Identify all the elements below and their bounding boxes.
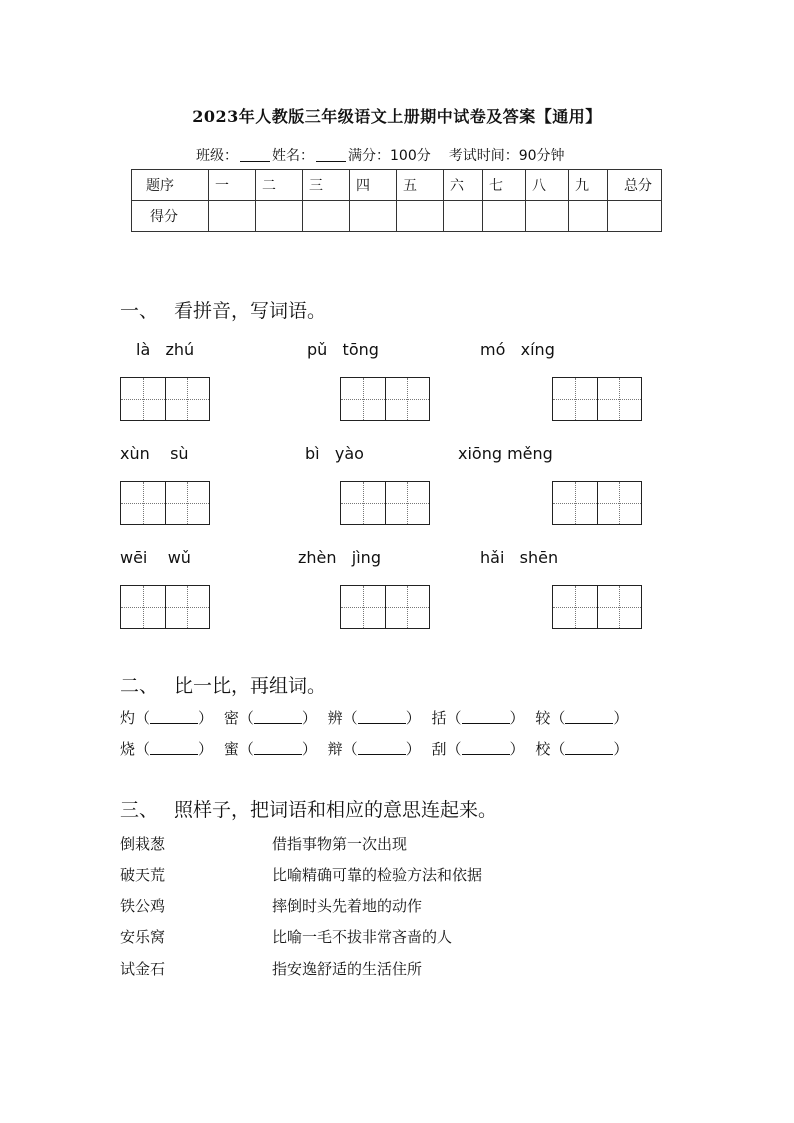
score-row-label: 得分: [132, 201, 209, 232]
score-cell[interactable]: [444, 201, 483, 232]
pinyin-item: là zhú: [136, 340, 195, 359]
compare-item: 密（ ）: [223, 709, 317, 727]
compare-char: 辩: [327, 740, 343, 758]
score-header-cell: 总分: [608, 170, 662, 201]
writing-grid[interactable]: [120, 481, 210, 525]
writing-grid[interactable]: [552, 585, 642, 629]
section2-title: 比一比，再组词。: [174, 675, 327, 697]
answer-blank[interactable]: [565, 723, 613, 724]
grid-cell[interactable]: [341, 586, 385, 628]
compare-char: 括: [431, 709, 447, 727]
grid-cell[interactable]: [121, 482, 165, 524]
match-meaning: 指安逸舒适的生活住所: [272, 960, 423, 978]
section2-number: 二、: [120, 675, 159, 697]
score-cell[interactable]: [608, 201, 662, 232]
grid-cell[interactable]: [597, 378, 642, 420]
grid-cell[interactable]: [121, 378, 165, 420]
pinyin-item: xiōng měng: [458, 444, 553, 463]
answer-blank[interactable]: [358, 723, 406, 724]
writing-grid[interactable]: [340, 377, 430, 421]
writing-grid[interactable]: [552, 377, 642, 421]
compare-item: 辩（ ）: [327, 740, 421, 758]
compare-char: 辨: [327, 709, 343, 727]
score-table: [131, 169, 662, 232]
compare-item: 蜜（ ）: [223, 740, 317, 758]
class-blank[interactable]: [240, 161, 270, 162]
score-header-cell: 三: [303, 170, 350, 201]
pinyin-item: pǔ tōng: [307, 340, 379, 359]
pinyin-item: zhèn jìng: [298, 548, 381, 567]
writing-grid[interactable]: [120, 585, 210, 629]
grid-cell[interactable]: [385, 482, 430, 524]
name-blank[interactable]: [316, 161, 346, 162]
match-word: 安乐窝: [120, 928, 166, 946]
section1-title: 看拼音，写词语。: [174, 300, 327, 322]
compare-item: 校（ ）: [535, 740, 629, 758]
compare-row: [120, 707, 634, 728]
compare-item: 刮（ ）: [431, 740, 525, 758]
match-word: 破天荒: [120, 866, 166, 884]
answer-blank[interactable]: [462, 723, 510, 724]
grid-cell[interactable]: [385, 378, 430, 420]
grid-cell[interactable]: [385, 586, 430, 628]
section1-heading: [120, 296, 326, 323]
grid-cell[interactable]: [553, 586, 597, 628]
grid-cell[interactable]: [341, 378, 385, 420]
score-header-cell: 四: [350, 170, 397, 201]
grid-cell[interactable]: [597, 586, 642, 628]
match-meaning: 摔倒时头先着地的动作: [272, 897, 423, 915]
section2-heading: [120, 671, 326, 698]
section1-number: 一、: [120, 300, 159, 322]
compare-char: 较: [535, 709, 551, 727]
match-word: 铁公鸡: [120, 897, 166, 915]
pinyin-item: bì yào: [305, 444, 364, 463]
answer-blank[interactable]: [150, 754, 198, 755]
compare-char: 校: [535, 740, 551, 758]
compare-item: 括（ ）: [431, 709, 525, 727]
writing-grid[interactable]: [340, 585, 430, 629]
match-row: [120, 833, 407, 854]
answer-blank[interactable]: [150, 723, 198, 724]
score-header-cell: 六: [444, 170, 483, 201]
score-header-cell: 五: [397, 170, 444, 201]
exam-time: 考试时间：90分钟: [448, 148, 565, 164]
compare-item: 灼（ ）: [120, 709, 214, 727]
match-meaning: 借指事物第一次出现: [272, 835, 408, 853]
match-row: [120, 926, 452, 947]
section3-number: 三、: [120, 799, 159, 821]
class-label: 班级：: [196, 148, 238, 164]
score-cell[interactable]: [256, 201, 303, 232]
score-cell[interactable]: [569, 201, 608, 232]
grid-cell[interactable]: [165, 586, 210, 628]
score-header-cell: 九: [569, 170, 608, 201]
answer-blank[interactable]: [358, 754, 406, 755]
score-table-score-row: [132, 201, 662, 232]
compare-char: 刮: [431, 740, 447, 758]
compare-char: 烧: [120, 740, 136, 758]
match-meaning: 比喻一毛不拔非常吝啬的人: [272, 928, 453, 946]
writing-grid[interactable]: [340, 481, 430, 525]
compare-item: 烧（ ）: [120, 740, 214, 758]
score-cell[interactable]: [350, 201, 397, 232]
section3-title: 照样子，把词语和相应的意思连起来。: [174, 799, 498, 821]
compare-row: [120, 738, 634, 759]
match-meaning: 比喻精确可靠的检验方法和依据: [272, 866, 483, 884]
pinyin-item: xùn sù: [120, 444, 189, 463]
compare-char: 密: [223, 709, 239, 727]
compare-char: 蜜: [223, 740, 239, 758]
section3-heading: [120, 795, 497, 822]
match-word: 倒栽葱: [120, 835, 166, 853]
match-row: [120, 864, 482, 885]
match-row: [120, 895, 422, 916]
score-cell[interactable]: [483, 201, 526, 232]
grid-cell[interactable]: [165, 378, 210, 420]
score-header-cell: 七: [483, 170, 526, 201]
answer-blank[interactable]: [254, 754, 302, 755]
pinyin-item: wēi wǔ: [120, 548, 191, 567]
score-cell[interactable]: [209, 201, 256, 232]
page-title: 2023年人教版三年级语文上册期中试卷及答案【通用】: [192, 107, 602, 126]
pinyin-item: mó xíng: [480, 340, 555, 359]
grid-cell[interactable]: [341, 482, 385, 524]
writing-grid[interactable]: [552, 481, 642, 525]
score-header-cell: 题序: [132, 170, 209, 201]
grid-cell[interactable]: [553, 378, 597, 420]
grid-cell[interactable]: [121, 586, 165, 628]
compare-char: 灼: [120, 709, 136, 727]
score-table-header-row: [132, 170, 662, 201]
grid-cell[interactable]: [165, 482, 210, 524]
compare-item: 较（ ）: [535, 709, 629, 727]
grid-cell[interactable]: [553, 482, 597, 524]
score-cell[interactable]: [526, 201, 569, 232]
score-cell[interactable]: [303, 201, 350, 232]
score-cell[interactable]: [397, 201, 444, 232]
pinyin-item: hǎi shēn: [480, 548, 559, 567]
score-header-cell: 二: [256, 170, 303, 201]
answer-blank[interactable]: [565, 754, 613, 755]
writing-grid[interactable]: [120, 377, 210, 421]
full-score: 满分：100分: [348, 148, 431, 164]
name-label: 姓名：: [272, 148, 314, 164]
answer-blank[interactable]: [462, 754, 510, 755]
score-header-cell: 八: [526, 170, 569, 201]
answer-blank[interactable]: [254, 723, 302, 724]
grid-cell[interactable]: [597, 482, 642, 524]
exam-info: [196, 145, 565, 165]
compare-item: 辨（ ）: [327, 709, 421, 727]
match-word: 试金石: [120, 960, 166, 978]
match-row: [120, 958, 422, 979]
score-header-cell: 一: [209, 170, 256, 201]
